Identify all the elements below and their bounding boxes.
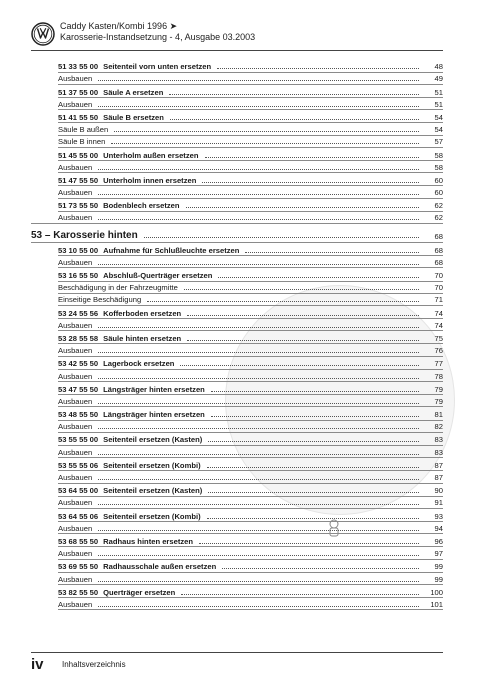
toc-entry-code: 53 69 55 50	[58, 562, 99, 572]
toc-subentry[interactable]	[31, 160, 443, 172]
toc-entry-title: Seitenteil ersetzen (Kasten)	[103, 435, 203, 445]
toc-entry-label	[31, 537, 193, 546]
dot-leader	[98, 555, 419, 556]
toc-entry-label	[31, 176, 196, 185]
toc-page-number: 74	[434, 320, 443, 330]
toc-subentry-title: Ausbauen	[58, 422, 93, 432]
toc-subentry-title: Ausbauen	[58, 74, 93, 84]
toc-page-number: 87	[434, 460, 443, 470]
dot-leader	[98, 504, 419, 505]
toc-page-number: 97	[434, 549, 443, 559]
toc-entry[interactable]	[31, 534, 443, 546]
dot-leader	[207, 467, 419, 468]
toc-page-number: 68	[434, 245, 443, 255]
dot-leader	[208, 492, 419, 493]
toc-subentry[interactable]	[31, 255, 443, 267]
toc-entry-label	[31, 88, 163, 97]
toc-entry-code: 51 73 55 50	[58, 201, 99, 211]
toc-subentry-title: Ausbauen	[58, 346, 93, 356]
toc-entry-title: Säule A ersetzen	[103, 87, 164, 97]
dot-leader	[202, 182, 419, 183]
toc-subentry[interactable]	[31, 185, 443, 197]
toc-subentry-title: Einseitige Beschädigung	[58, 295, 142, 305]
toc-entry-code: 51 41 55 50	[58, 112, 99, 122]
toc-page-number: 83	[434, 435, 443, 445]
toc-subentry-title: Beschädigung in der Fahrzeugmitte	[58, 283, 178, 293]
toc-subentry-title: Ausbauen	[58, 447, 93, 457]
dot-leader	[170, 119, 419, 120]
dot-leader	[211, 391, 419, 392]
toc-entry[interactable]	[31, 356, 443, 368]
toc-subentry[interactable]	[31, 343, 443, 355]
section-divider-top	[31, 223, 443, 224]
toc-entry-title: Kofferboden ersetzen	[103, 308, 182, 318]
toc-subentry-title: Ausbauen	[58, 162, 93, 172]
toc-entry-title: Seitenteil ersetzen (Kasten)	[103, 486, 203, 496]
dot-leader	[169, 94, 419, 95]
header-model: Caddy Kasten/Kombi 1996 ➤	[60, 21, 178, 31]
toc-entry-title: Radhaus hinten ersetzen	[103, 536, 194, 546]
toc-subentry-title: Ausbauen	[58, 599, 93, 609]
toc-page-number: 83	[434, 447, 443, 457]
dot-leader	[98, 219, 419, 220]
toc-page-number: 76	[434, 346, 443, 356]
toc-page-number: 70	[434, 283, 443, 293]
page-header	[0, 0, 495, 52]
toc-entry-label	[31, 201, 180, 210]
toc-entry[interactable]	[31, 508, 443, 520]
toc-subentry[interactable]	[31, 280, 443, 292]
toc-page-number: 62	[434, 201, 443, 211]
toc-subentry[interactable]	[31, 419, 443, 431]
toc-subentry-title: Ausbauen	[58, 523, 93, 533]
toc-page-number: 70	[434, 271, 443, 280]
toc-entry-code: 53 16 55 50	[58, 271, 99, 280]
toc-entry-code: 51 37 55 00	[58, 87, 99, 97]
toc-page-number: 99	[434, 562, 443, 572]
toc-page-number: 75	[434, 333, 443, 343]
toc-subentry[interactable]	[31, 318, 443, 330]
toc-entry[interactable]	[31, 458, 443, 470]
toc-entry-code: 53 28 55 58	[58, 333, 99, 343]
dot-leader	[98, 428, 419, 429]
toc-entry-title: Seitenteil ersetzen (Kombi)	[103, 460, 201, 470]
toc-entry[interactable]	[31, 173, 443, 185]
toc-page-number: 78	[434, 371, 443, 381]
toc-page-number: 68	[434, 257, 443, 267]
toc-entry-code: 53 10 55 00	[58, 245, 99, 255]
toc-entry-title: Lagerbock ersetzen	[103, 359, 175, 369]
dot-leader	[98, 352, 419, 353]
toc-subentry[interactable]	[31, 444, 443, 456]
dot-leader	[111, 143, 419, 144]
toc-entry-title: Abschluß-Querträger ersetzen	[103, 271, 213, 280]
toc-entry-title: Bodenblech ersetzen	[103, 201, 180, 211]
toc-subentry[interactable]	[31, 122, 443, 134]
toc-entry-code: 53 82 55 50	[58, 587, 99, 597]
toc-subentry[interactable]	[31, 97, 443, 109]
toc-entry[interactable]	[31, 305, 443, 317]
toc-entry-label	[31, 151, 199, 160]
toc-entry-label	[31, 435, 202, 444]
header-subtitle: Karosserie-Instandsetzung - 4, Ausgabe 03.2003	[60, 32, 256, 42]
toc-page-number: 96	[434, 536, 443, 546]
toc-subentry-title: Ausbauen	[58, 498, 93, 508]
toc-page-number: 51	[434, 87, 443, 97]
toc-entry[interactable]	[31, 382, 443, 394]
toc-entry-label	[31, 385, 205, 394]
dot-leader	[187, 340, 419, 341]
toc-entry[interactable]	[31, 242, 443, 254]
dot-leader	[181, 594, 419, 595]
footer-divider	[31, 652, 443, 653]
toc-entry-code: 53 48 55 50	[58, 410, 99, 420]
toc-subentry-title: Ausbauen	[58, 574, 93, 584]
toc-page-number: 60	[434, 175, 443, 185]
dot-leader	[207, 518, 419, 519]
toc-entry[interactable]	[31, 268, 443, 280]
dot-leader	[208, 441, 419, 442]
toc-entry-code: 53 55 55 06	[58, 460, 99, 470]
toc-entry[interactable]	[31, 147, 443, 159]
toc-entry-label	[31, 113, 164, 122]
dot-leader	[187, 315, 419, 316]
toc-page-number: 51	[434, 99, 443, 109]
toc-page-number: 90	[434, 486, 443, 496]
dot-leader	[199, 543, 419, 544]
toc-page-number: 58	[434, 150, 443, 160]
toc-subentry-title: Ausbauen	[58, 257, 93, 267]
dot-leader	[205, 157, 420, 158]
section-title: 53 – Karosserie hinten	[31, 230, 138, 242]
toc-page-number: 87	[434, 473, 443, 482]
toc-entry[interactable]	[31, 110, 443, 122]
header-divider	[31, 50, 443, 51]
toc-subentry[interactable]	[31, 394, 443, 406]
toc-entry-label	[31, 486, 202, 495]
toc-subentry-title: Säule B außen	[58, 125, 109, 135]
toc-subentry[interactable]	[31, 521, 443, 533]
dot-leader	[184, 289, 419, 290]
dot-leader	[98, 378, 419, 379]
toc-entry-title: Seitenteil vorn unten ersetzen	[103, 62, 212, 72]
toc-entry-label	[31, 309, 181, 318]
toc-entry-code: 53 24 55 56	[58, 308, 99, 318]
toc-page-number: 54	[434, 125, 443, 135]
toc-entry-title: Aufnahme für Schlußleuchte ersetzen	[103, 245, 240, 255]
toc-entry-code: 51 33 55 00	[58, 62, 99, 72]
toc-entry-title: Unterholm außen ersetzen	[103, 150, 199, 160]
toc-page-number: 99	[434, 574, 443, 584]
toc-page-number: 58	[434, 162, 443, 172]
toc-entry-label	[31, 410, 205, 419]
toc-entry[interactable]	[31, 84, 443, 96]
toc-entry[interactable]	[31, 198, 443, 210]
toc-page-number: 100	[430, 587, 443, 597]
dot-leader	[218, 277, 419, 278]
toc-entry[interactable]	[31, 559, 443, 571]
toc-subentry[interactable]	[31, 546, 443, 558]
toc-subentry[interactable]	[31, 210, 443, 222]
toc-subentry[interactable]	[31, 134, 443, 146]
toc-entry-title: Seitenteil ersetzen (Kombi)	[103, 511, 201, 521]
toc-page-number: 71	[434, 295, 443, 305]
toc-entry[interactable]	[31, 59, 443, 71]
toc-entry-label	[31, 512, 201, 521]
footer-page-number: iv	[31, 656, 44, 673]
dot-leader	[245, 252, 419, 253]
toc-page-number: 82	[434, 422, 443, 432]
toc-page-number: 48	[434, 62, 443, 72]
toc-page-number: 101	[430, 599, 443, 609]
dot-leader	[147, 301, 419, 302]
toc-subentry[interactable]	[31, 470, 443, 482]
toc-entry-code: 53 47 55 50	[58, 384, 99, 394]
toc-entry[interactable]	[31, 331, 443, 343]
dot-leader	[98, 169, 419, 170]
dot-leader	[98, 454, 419, 455]
dot-leader	[98, 80, 419, 81]
dot-leader	[98, 194, 419, 195]
toc-entry-code: 53 55 55 00	[58, 435, 99, 445]
toc-page-number: 77	[434, 359, 443, 369]
toc-entry-label	[31, 588, 175, 597]
dot-leader	[98, 530, 419, 531]
table-of-contents	[31, 58, 443, 609]
toc-subentry-title: Ausbauen	[58, 99, 93, 109]
dot-leader	[217, 68, 419, 69]
header-text	[60, 21, 255, 43]
dot-leader	[98, 403, 419, 404]
toc-entry[interactable]	[31, 407, 443, 419]
toc-entry-code: 53 42 55 50	[58, 359, 99, 369]
toc-entry-title: Längsträger hinten ersetzen	[103, 384, 205, 394]
toc-subentry-title: Ausbauen	[58, 549, 93, 559]
dot-leader	[180, 365, 419, 366]
toc-entry-title: Längsträger hinten ersetzen	[103, 410, 205, 420]
dot-leader	[114, 131, 419, 132]
toc-subentry-title: Ausbauen	[58, 213, 93, 223]
toc-subentry-title: Ausbauen	[58, 320, 93, 330]
toc-page-number: 94	[434, 523, 443, 533]
toc-entry-label	[31, 461, 201, 470]
toc-page-number: 91	[434, 498, 443, 508]
toc-page-number: 57	[434, 137, 443, 147]
dot-leader	[211, 416, 419, 417]
toc-page-number: 81	[434, 410, 443, 420]
toc-entry-code: 53 64 55 06	[58, 511, 99, 521]
dot-leader	[186, 207, 419, 208]
toc-entry-code: 51 47 55 50	[58, 175, 99, 185]
toc-page-number: 74	[434, 308, 443, 318]
dot-leader	[222, 568, 419, 569]
toc-entry-label	[31, 334, 181, 343]
toc-page-number: 79	[434, 384, 443, 394]
toc-subentry[interactable]	[31, 571, 443, 583]
toc-entry-title: Querträger ersetzen	[103, 587, 176, 597]
row-divider	[58, 609, 443, 610]
footer-title: Inhaltsverzeichnis	[62, 660, 126, 669]
toc-entry[interactable]	[31, 483, 443, 495]
section-page-number: 68	[434, 232, 443, 242]
toc-page-number: 60	[434, 188, 443, 198]
toc-subentry-title: Ausbauen	[58, 396, 93, 406]
toc-entry-label	[31, 359, 174, 368]
toc-entry-title: Unterholm innen ersetzen	[103, 175, 197, 185]
vw-logo-icon	[31, 22, 55, 46]
toc-page-number: 79	[434, 396, 443, 406]
dot-leader	[144, 237, 419, 238]
toc-subentry[interactable]	[31, 368, 443, 380]
toc-entry-code: 53 64 55 00	[58, 486, 99, 496]
toc-subentry[interactable]	[31, 71, 443, 83]
toc-subentry[interactable]	[31, 292, 443, 304]
toc-page-number: 62	[434, 213, 443, 223]
dot-leader	[98, 581, 419, 582]
toc-entry-label	[31, 562, 216, 571]
toc-subentry[interactable]	[31, 495, 443, 507]
toc-entry-title: Säule B ersetzen	[103, 112, 164, 122]
dot-leader	[98, 606, 419, 607]
toc-subentry-title: Ausbauen	[58, 188, 93, 198]
toc-entry-title: Säule hinten ersetzen	[103, 333, 182, 343]
toc-entry-code: 51 45 55 00	[58, 150, 99, 160]
toc-entry-label	[31, 62, 211, 71]
toc-entry-code: 53 68 55 50	[58, 536, 99, 546]
toc-subentry-title: Säule B innen	[58, 137, 106, 147]
toc-subentry-title: Ausbauen	[58, 473, 93, 482]
toc-page-number: 54	[434, 112, 443, 122]
toc-entry[interactable]	[31, 432, 443, 444]
toc-entry-label	[31, 246, 239, 255]
dot-leader	[98, 327, 419, 328]
toc-entry[interactable]	[31, 585, 443, 597]
toc-section-heading[interactable]	[31, 225, 443, 241]
toc-page-number: 49	[434, 74, 443, 84]
toc-entry-title: Radhausschale außen ersetzen	[103, 562, 217, 572]
toc-entry-label	[31, 271, 212, 280]
toc-subentry[interactable]	[31, 597, 443, 609]
dot-leader	[98, 479, 419, 480]
toc-subentry-title: Ausbauen	[58, 371, 93, 381]
dot-leader	[98, 106, 419, 107]
toc-page-number: 93	[434, 511, 443, 521]
dot-leader	[98, 264, 419, 265]
